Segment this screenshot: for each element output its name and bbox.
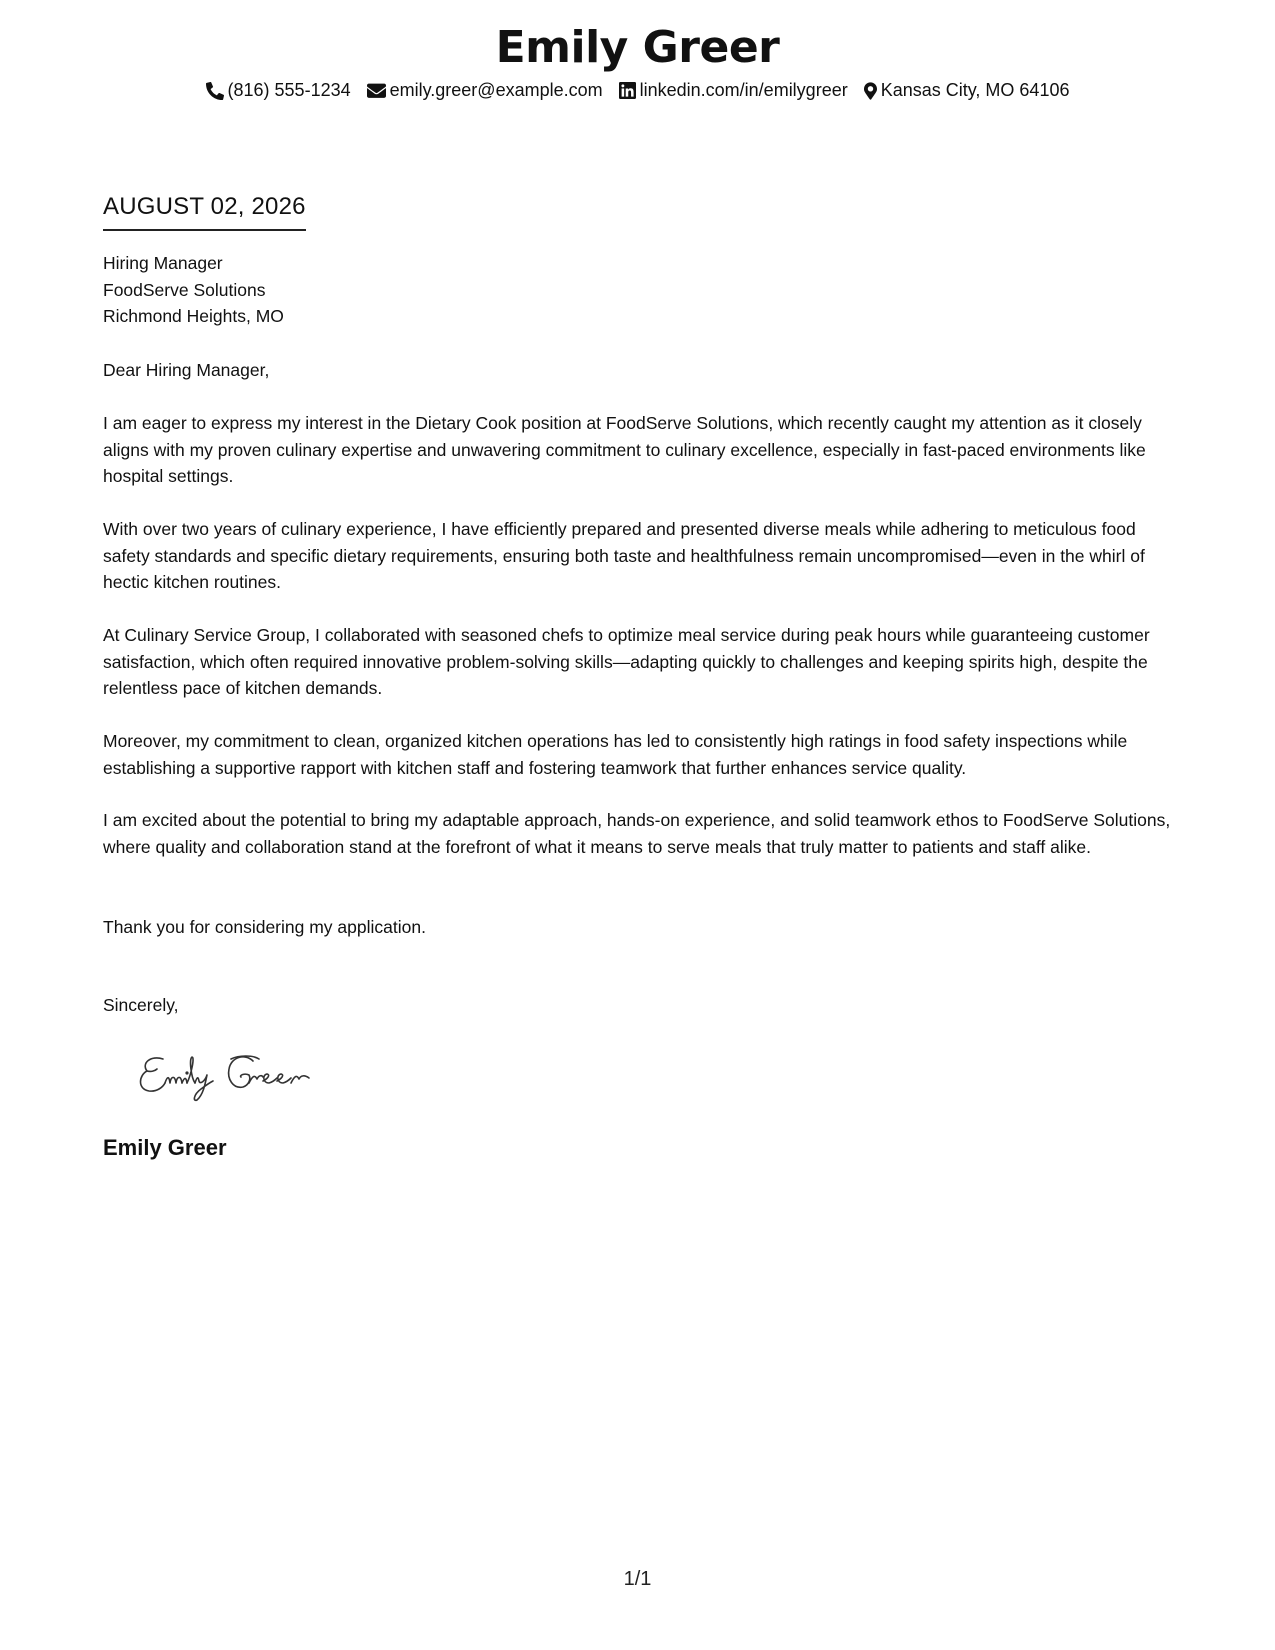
contact-location [864,80,1070,101]
applicant-name-heading: Emily Greer [495,22,780,73]
linkedin-icon [619,82,636,99]
phone-text: (816) 555-1234 [227,80,351,100]
recipient-location: Richmond Heights, MO [103,306,284,326]
page-number: 1/1 [623,1568,652,1590]
body-paragraph: At Culinary Service Group, I collaborated with seasoned chefs to optimize meal service during peak hours while guaranteeing customer satisfaction, which often required innovative problem-solving skills—adapting quickly to challenges and keeping spirits high, despite the relentless pace of kitchen demands. [103,625,1150,698]
salutation: Dear Hiring Manager, [103,360,270,380]
recipient-title: Hiring Manager [103,253,223,273]
map-pin-icon [864,82,877,100]
contact-phone [206,80,351,101]
closing: Sincerely, [103,995,179,1015]
linkedin-text: linkedin.com/in/emilygreer [639,80,848,100]
body-paragraph: I am excited about the potential to bring my adaptable approach, hands-on experience, and solid teamwork ethos to FoodServe Solutions, where quality and collaboration stand at the forefront of what it means to serve meals that truly matter to patients and staff alike. [103,810,1171,857]
handwritten-signature [135,1045,345,1105]
envelope-icon [367,83,386,99]
phone-icon [206,82,224,100]
contact-info-row [0,80,1275,101]
body-paragraph: With over two years of culinary experience, I have efficiently prepared and presented diverse meals while adhering to meticulous food safety standards and specific dietary requirements, ensuring both taste and healthfulness remain uncompromised—even in the whirl of hectic kitchen routines. [103,519,1145,592]
date-text: AUGUST 02, 2026 [103,191,306,231]
body-paragraph: Thank you for considering my application. [103,917,426,937]
recipient-block [103,250,1183,330]
email-text: emily.greer@example.com [389,80,603,100]
recipient-company: FoodServe Solutions [103,279,266,300]
location-text: Kansas City, MO 64106 [880,80,1070,100]
contact-email [367,80,603,101]
contact-linkedin [619,80,848,101]
body-paragraph: Moreover, my commitment to clean, organized kitchen operations has led to consistently high ratings in food safety inspections while establishing a supportive rapport with kitchen staff and fostering teamwork that further enhances service quality. [103,731,1128,778]
body-paragraph: I am eager to express my interest in the Dietary Cook position at FoodServe Solutions, which recently caught my attention as it closely aligns with my proven culinary expertise and unwavering commitment to culinary excellence, especially in fast-paced environments like hospital settings. [103,413,1146,486]
letter-date [103,191,306,231]
signer-name: Emily Greer [103,1135,227,1160]
